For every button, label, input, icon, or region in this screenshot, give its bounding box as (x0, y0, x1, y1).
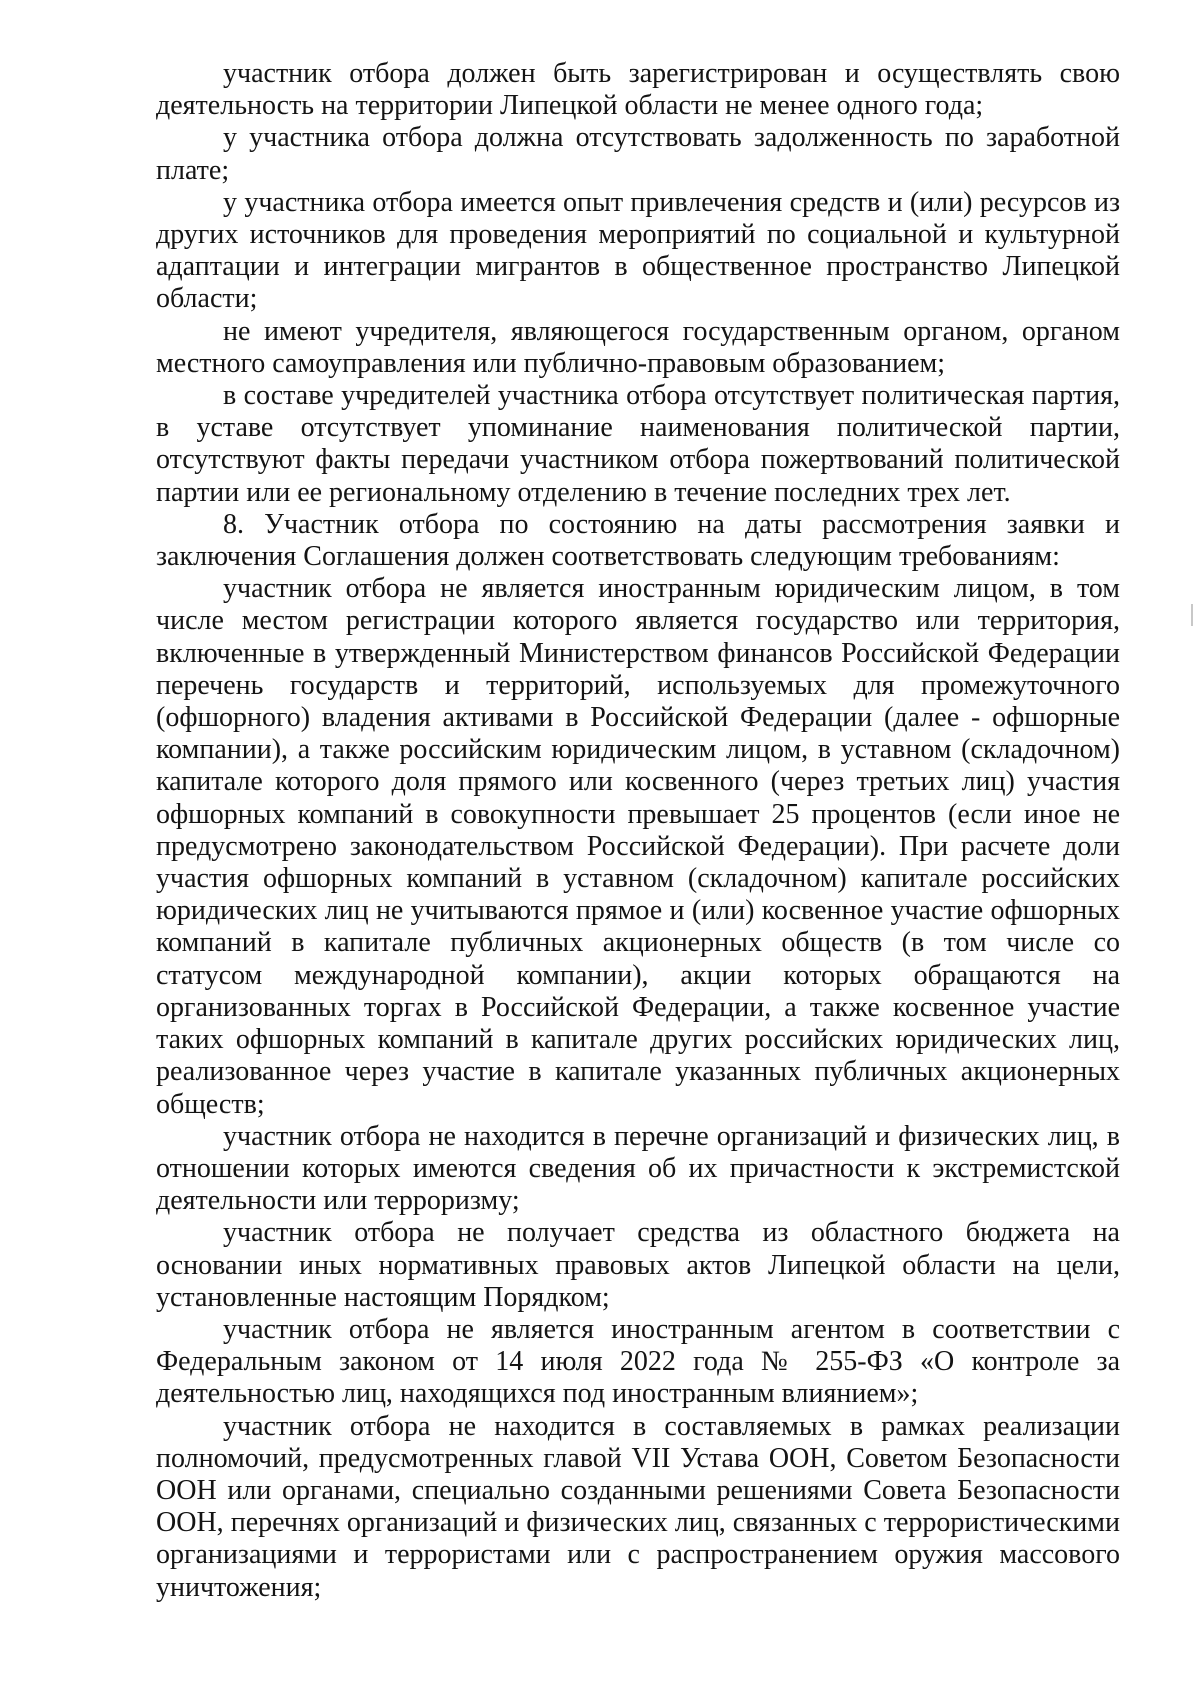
paragraph-extremism-list: участник отбора не находится в перечне организаций и физических лиц, в отношении которых имеются сведения об их причастности к экстремистской деятельности или терроризму; (156, 1120, 1120, 1217)
paragraph-regional-budget: участник отбора не получает средства из областного бюджета на основании иных нормативных правовых актов Липецкой области на цели, установленные настоящим Порядком; (156, 1217, 1120, 1313)
paragraph-founder-restriction: не имеют учредителя, являющегося государственным органом, органом местного самоуправления или публично-правовым образованием; (156, 315, 1120, 379)
paragraph-wage-debt: у участника отбора должна отсутствовать задолженность по заработной плате; (156, 122, 1120, 186)
paragraph-offshore-companies: участник отбора не является иностранным юридическим лицом, в том числе местом регистрации которого является государство или территория, включенные в утвержденный Министерством финансов Российской Федерации перечень государств и территорий, используемых для промежуточного (офшорного) владения активами в Российской Федерации (далее - офшорные компании), а также российским юридическим лицом, в уставном (складочном) капитале которого доля прямого или косвенного (через третьих лиц) участия офшорных компаний в совокупности превышает 25 процентов (если иное не предусмотрено законодательством Российской Федерации). При расчете доли участия офшорных компаний в уставном (складочном) капитале российских юридических лиц не учитываются прямое и (или) косвенное участие офшорных компаний в капитале публичных акционерных обществ (в том числе со статусом международной компании), акции которых обращаются на организованных торгах в Российской Федерации, а также косвенное участие таких офшорных компаний в капитале других российских юридических лиц, реализованное через участие в капитале указанных публичных акционерных обществ; (156, 573, 1120, 1120)
paragraph-political-party-restriction: в составе учредителей участника отбора отсутствует политическая партия, в уставе отсутствует упоминание наименования политической партии, отсутствуют факты передачи участником отбора пожертвований политической партии или ее региональному отделению в течение последних трех лет. (156, 380, 1120, 508)
paragraph-un-sanctions: участник отбора не находится в составляемых в рамках реализации полномочий, предусмотренных главой VII Устава ООН, Советом Безопасности ООН или органами, специально созданными решениями Совета Безопасности ООН, перечнях организаций и физических лиц, связанных с террористическими организациями и террористами или с распространением оружия массового уничтожения; (156, 1410, 1120, 1603)
scan-edge-mark (1191, 604, 1193, 626)
paragraph-section-8: 8. Участник отбора по состоянию на даты рассмотрения заявки и заключения Соглашения должен соответствовать следующим требованиям: (156, 508, 1120, 573)
paragraph-registration-requirement: участник отбора должен быть зарегистрирован и осуществлять свою деятельность на территории Липецкой области не менее одного года; (156, 58, 1120, 122)
paragraph-foreign-agent: участник отбора не является иностранным агентом в соответствии с Федеральным законом от 14 июля 2022 года № 255-ФЗ «О контроле за деятельностью лиц, находящихся под иностранным влиянием»; (156, 1313, 1120, 1410)
paragraph-migrant-adaptation-experience: у участника отбора имеется опыт привлечения средств и (или) ресурсов из других источников для проведения мероприятий по социальной и культурной адаптации и интеграции мигрантов в общественное пространство Липецкой области; (156, 186, 1120, 315)
document-body (156, 58, 1120, 1604)
